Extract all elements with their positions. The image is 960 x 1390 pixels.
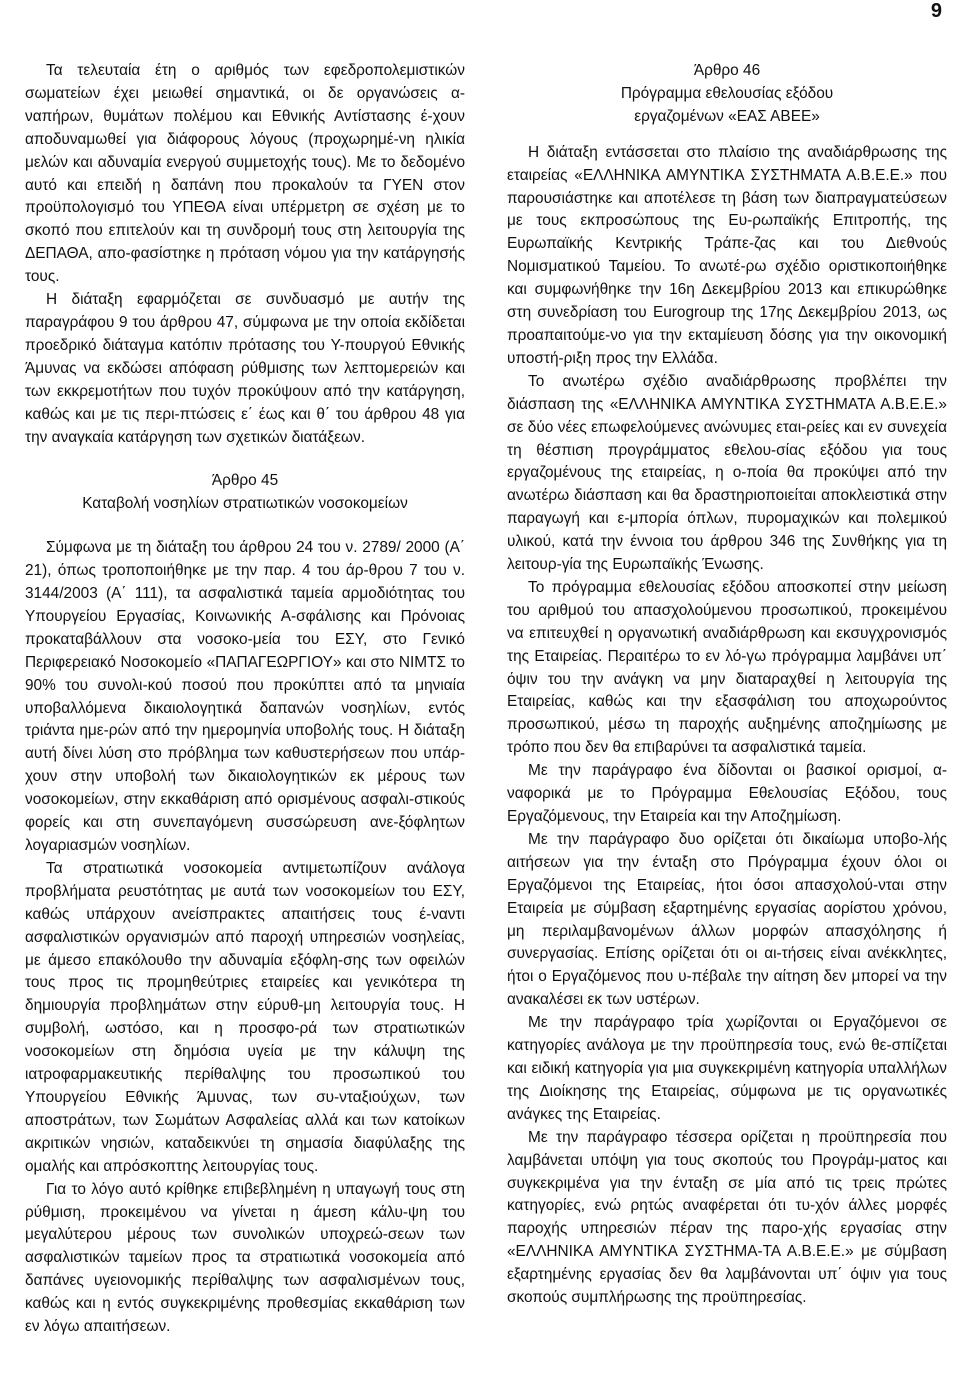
paragraph: Με την παράγραφο ένα δίδονται οι βασικοί ορισμοί, α-ναφορικά με το Πρόγραμμα Εθελουσίας Εξόδου, τους Εργαζόμενους, την Εταιρεία και την Αποζημίωση. [507, 762, 947, 825]
paragraph: Για το λόγο αυτό κρίθηκε επιβεβλημένη η υπαγωγή τους στη ρύθμιση, προκειμένου να γίνεται η άμεση κάλυ-ψη του μεγαλύτερου μέρους των συνολικών υποχρεώ-σεων των ασφαλιστικών ταμείων προς τα στρατιωτικά νοσοκομεία από δαπάνες υγειονομικής περίθαλψης των ασφαλισμένων τους, καθώς και η εντός συγκεκριμένης προθεσμίας εκκαθάριση των εν λόγω απαιτήσεων. [25, 1180, 465, 1336]
paragraph: Με την παράγραφο τρία χωρίζονται οι Εργαζόμενοι σε κατηγορίες ανάλογα με την προϋπηρεσία τους, ενώ θε-σπίζεται και ειδική κατηγορία για μια συγκεκριμένη κατηγορία υπαλλήλων της Διοίκησης της Εταιρείας, σύμφωνα με τις οργανωτικές ανάγκες της Εταιρείας. [507, 1014, 947, 1123]
paragraph: Σύμφωνα με τη διάταξη του άρθρου 24 του ν. 2789/ 2000 (Α΄ 21), όπως τροποποιήθηκε με την παρ. 4 του άρ-θρου 7 του ν. 3144/2003 (Α΄ 111), τα ασφαλιστικά ταμεία αρμοδιότητας του Υπουργείου Εργασίας, Κοινωνικής Α-σφάλισης και Πρόνοιας προκαταβάλλουν στα νοσοκο-μεία του ΕΣΥ, στο Γενικό Περιφερειακό Νοσοκομείο «ΠΑΠΑΓΕΩΡΓΙΟΥ» και στο ΝΙΜΤΣ το 90% του συνολι-κού ποσού που προκύπτει από τα μηνιαία υποβαλλόμενα δικαιολογητικά δαπανών νοσηλίων, εντός τριάντα ημε-ρών από την ημερομηνία υποβολής τους. Η διάταξη αυτή δίνει λύση στο πρόβλημα των καθυστερήσεων που υπάρ-χουν στην υποβολή των δικαιολογητικών εκ μέρους των νοσοκομείων, στην εκκαθάριση από ορισμένους ασφαλι-στικούς φορείς και στη συνεπαγόμενη συσσώρευση ανε-ξόφλητων λογαριασμών νοσηλίων. [25, 539, 465, 854]
article-title: Άρθρο 45 [211, 472, 279, 490]
paragraph: Τα τελευταία έτη ο αριθμός των εφεδροπολεμιστικών σωματείων έχει μειωθεί σημαντικά, οι δε οργανώσεις α-ναπήρων, θυμάτων πολέμου και Εθνικής Αντίστασης έ-χουν αποδυναμωθεί για διάφορους λόγους (προχωρημέ-νη ηλικία μελών και αδυναμία ενεργού συμμετοχής τους). Με το δεδομένο αυτό και επειδή η δαπάνη που προκαλούν τα ΓΥΕΝ στον προϋπολογισμό του ΥΠΕΘΑ είναι υπέρμετρη σε σχέση με το σκοπό που επιτελούν και τη συνδρομή τους στη λειτουργία της ΔΕΠΑΘΑ, απο-φασίστηκε η πρόταση νόμου για την κατάργησής τους. [25, 62, 465, 286]
page-number: 9 [930, 0, 942, 22]
paragraph: Το ανωτέρω σχέδιο αναδιάρθρωσης προβλέπει την διάσπαση της «ΕΛΛΗΝΙΚΑ ΑΜΥΝΤΙΚΑ ΣΥΣΤΗΜΑΤΑ Α.Β.Ε.Ε.» σε δύο νέες επωφελούμενες ανώνυμες εται-ρείες και εν συνεχεία τη θέσπιση προγράμματος εθελου-σίας εξόδου για τους εργαζομένους της εταιρείας, η ο-ποία θα προκύψει από την ανωτέρω διάσπαση και θα δραστηριοποιείται αποκλειστικά στην παραγωγή και ε-μπορία όπλων, πυρομαχικών και πολεμικού υλικού, κατά την έννοια του άρθρου 346 της Συνθήκης για τη λειτουρ-γία της Ευρωπαϊκής Ένωσης. [507, 372, 947, 574]
paragraph: Η διάταξη εντάσσεται στο πλαίσιο της αναδιάρθρωσης της εταιρείας «ΕΛΛΗΝΙΚΑ ΑΜΥΝΤΙΚΑ ΣΥΣΤΗΜΑΤΑ Α.Β.Ε.Ε.» που παρουσιάστηκε και αποτέλεσε τη βάση των διαπραγματεύσεων με τους εκπροσώπους της Ευ-ρωπαϊκής Επιτροπής, της Ευρωπαϊκής Κεντρικής Τράπε-ζας και του Διεθνούς Νομισματικού Ταμείου. Το ανωτέ-ρω σχέδιο οριστικοποιήθηκε και συμφωνήθηκε την 16η Δεκεμβρίου 2013 και επικυρώθηκε στη συνεδρίαση του Eurogroup της 17ης Δεκεμβρίου 2013, ως προαπαιτούμε-νο για την εκταμίευση δόσης για την οικονομική υποστή-ριξη προς την Ελλάδα. [507, 143, 947, 367]
article-subtitle: Καταβολή νοσηλίων στρατιωτικών νοσοκομείων [82, 495, 408, 513]
article-title: Άρθρο 46 [693, 62, 761, 79]
article-heading-46 [507, 60, 947, 129]
paragraph: Το πρόγραμμα εθελουσίας εξόδου αποσκοπεί στην μείωση του αριθμού του απασχολούμενου προσωπικού, προκειμένου να επιτευχθεί η οργανωτική αναδιάρθρωση και εκσυγχρονισμός της Εταιρείας. Περαιτέρω το εν λό-γω πρόγραμμα λαμβάνει υπ΄ όψιν του την ανάγκη να μην διαταραχθεί η λειτουργία της Εταιρείας, καθώς και την εξασφάλιση του αποχωρούντος προσωπικού, μέσω τη παροχής αυξημένης αποζημίωσης με τρόπο που δεν θα επιβαρύνει τα ασφαλιστικά ταμεία. [507, 578, 947, 757]
left-column [25, 60, 465, 1339]
paragraph: Με την παράγραφο τέσσερα ορίζεται η προϋπηρεσία που λαμβάνεται υπόψη για τους σκοπούς του Προγράμ-ματος και συγκεκριμένα για την ένταξη σε μία από τις τρεις πρώτες κατηγορίες, ενώ ρητώς αναφέρεται ότι τυ-χόν άλλες μορφές παροχής υπηρεσιών πέραν της παρο-χής εργασίας στην «ΕΛΛΗΝΙΚΑ ΑΜΥΝΤΙΚΑ ΣΥΣΤΗΜΑ-ΤΑ Α.Β.Ε.Ε.» με σύμβαση εξαρτημένης εργασίας δεν θα λαμβάνονται υπ΄ όψιν για τους σκοπούς συμπλήρωσης της προϋπηρεσίας. [507, 1128, 947, 1307]
article-subtitle-line: εργαζομένων «ΕΑΣ ΑΒΕΕ» [634, 107, 820, 125]
paragraph: Με την παράγραφο δυο ορίζεται ότι δικαίωμα υποβο-λής αιτήσεων για την ένταξη στο Πρόγραμμα έχουν όλοι οι Εργαζόμενοι της Εταιρείας, ήτοι όσοι απασχολού-νται στην Εταιρεία με σύμβαση εξαρτημένης εργασίας αορίστου χρόνου, μη περιλαμβανομένων άλλων μορφών απασχόλησης ή συνεργασίας. Επίσης ορίζεται ότι οι αι-τήσεις είναι ανέκκλητες, ήτοι ο Εργαζόμενος που υ-πέβαλε την αίτηση δεν μπορεί να την ανακαλέσει εκ των υστέρων. [507, 830, 947, 1009]
right-column [507, 60, 947, 1310]
paragraph: Η διάταξη εφαρμόζεται σε συνδυασμό με αυτήν της παραγράφου 9 του άρθρου 47, σύμφωνα με την οποία εκδίδεται προεδρικό διάταγμα κατόπιν πρότασης του Υ-πουργού Εθνικής Άμυνας να εκδώσει απόφαση ρύθμισης των λεπτομερειών και των εκκρεμοτήτων που τυχόν προκύψουν από την κατάργηση, καθώς και με τις περι-πτώσεις ε΄ έως και θ΄ του άρθρου 48 για την αναγκαία κατάργηση των σχετικών διατάξεων. [25, 291, 465, 446]
article-heading-45 [25, 470, 465, 516]
paragraph: Τα στρατιωτικά νοσοκομεία αντιμετωπίζουν ανάλογα προβλήματα ρευστότητας με αυτά των νοσοκομείων του ΕΣΥ, καθώς υπάρχουν ανείσπρακτες απαιτήσεις τους έ-ναντι ασφαλιστικών οργανισμών από παροχή υπηρεσιών νοσηλείας, με άμεσο επακόλουθο την αδυναμία εξόφλη-σης των οφειλών τους προς τις προμηθεύτριες εταιρείες και γενικότερα τη δημιουργία προβλημάτων στην εύρυθ-μη λειτουργία τους. Η συμβολή, ωστόσο, και η προσφο-ρά των στρατιωτικών νοσοκομείων στη δημόσια υγεία με την κάλυψη της ιατροφαρμακευτικής περίθαλψης του προσωπικού του Υπουργείου Εθνικής Άμυνας, των συ-νταξιούχων, των αποστράτων, των Σωμάτων Ασφαλείας αλλά και των κατοίκων ακριτικών νησιών, καταδεικνύει τη σημασία διαφύλαξης της ομαλής και απρόσκοπτης λειτουργίας τους. [25, 859, 465, 1175]
article-subtitle-line: Πρόγραμμα εθελουσίας εξόδου [620, 84, 834, 102]
